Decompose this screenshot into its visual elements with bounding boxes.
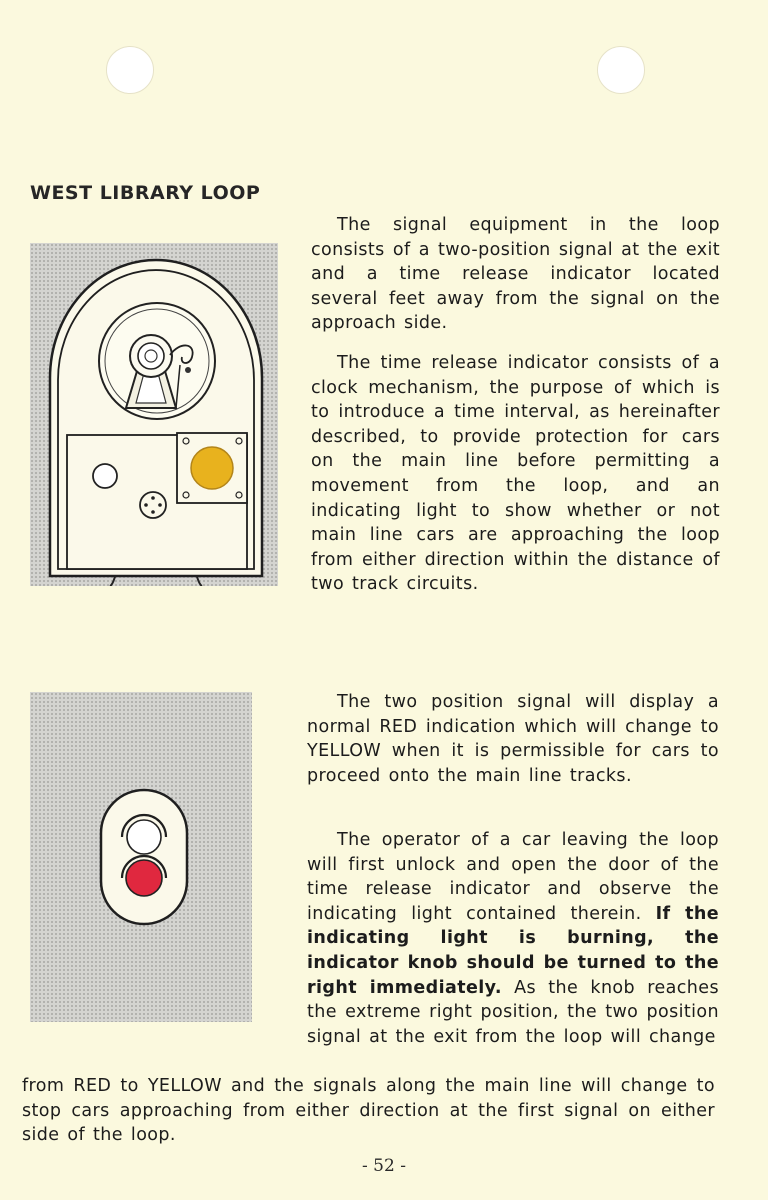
signal-lens-top [127, 820, 161, 854]
page-number: - 52 - [362, 1156, 406, 1176]
signal-lens-red [126, 860, 162, 896]
two-position-signal-figure [30, 692, 252, 1022]
procedure-text-start: The operator of a car leaving the loop will first unlock and open the door of the time release indicator and observe the indicating light contained therein. [307, 830, 719, 924]
paragraph-signal-equipment: The signal equipment in the loop consists of a two-position signal at the exit and a time release indicator located several feet away from the signal on the approach side. [311, 215, 720, 334]
paragraph-two-position-signal: The two position signal will display a normal RED indication which will change to YELLOW when it is permissible for cars to proceed onto the main line tracks. [307, 692, 719, 786]
section-heading: WEST LIBRARY LOOP [30, 182, 261, 204]
binder-hole-right [597, 46, 645, 94]
paragraph-operator-procedure [307, 828, 719, 1049]
procedure-text-bold: If the indicating light is burning, the indicator knob should be turned to the right immediately. [307, 903, 720, 998]
binder-hole-left [106, 46, 154, 94]
indicating-light [191, 447, 233, 489]
time-release-indicator-icon [30, 243, 278, 586]
two-position-signal-icon [30, 692, 252, 1022]
time-release-indicator-figure [30, 243, 278, 586]
paragraph-signal-change: from RED to YELLOW and the signals along the main line will change to stop cars approaching from either direction at the first signal on either side of the loop. [22, 1076, 715, 1146]
paragraph-time-release-indicator: The time release indicator consists of a clock mechanism, the purpose of which is to introduce a time interval, as hereinafter described, to provide protection for cars on the main line before permitting a movement from the loop, and an indicating light to show whether or not main line cars are approaching the loop from either direction within the distance of two track circuits. [311, 353, 720, 595]
procedure-text-end: As the knob reaches the extreme right position, the two position signal at the exit from the loop will change [307, 977, 719, 1047]
